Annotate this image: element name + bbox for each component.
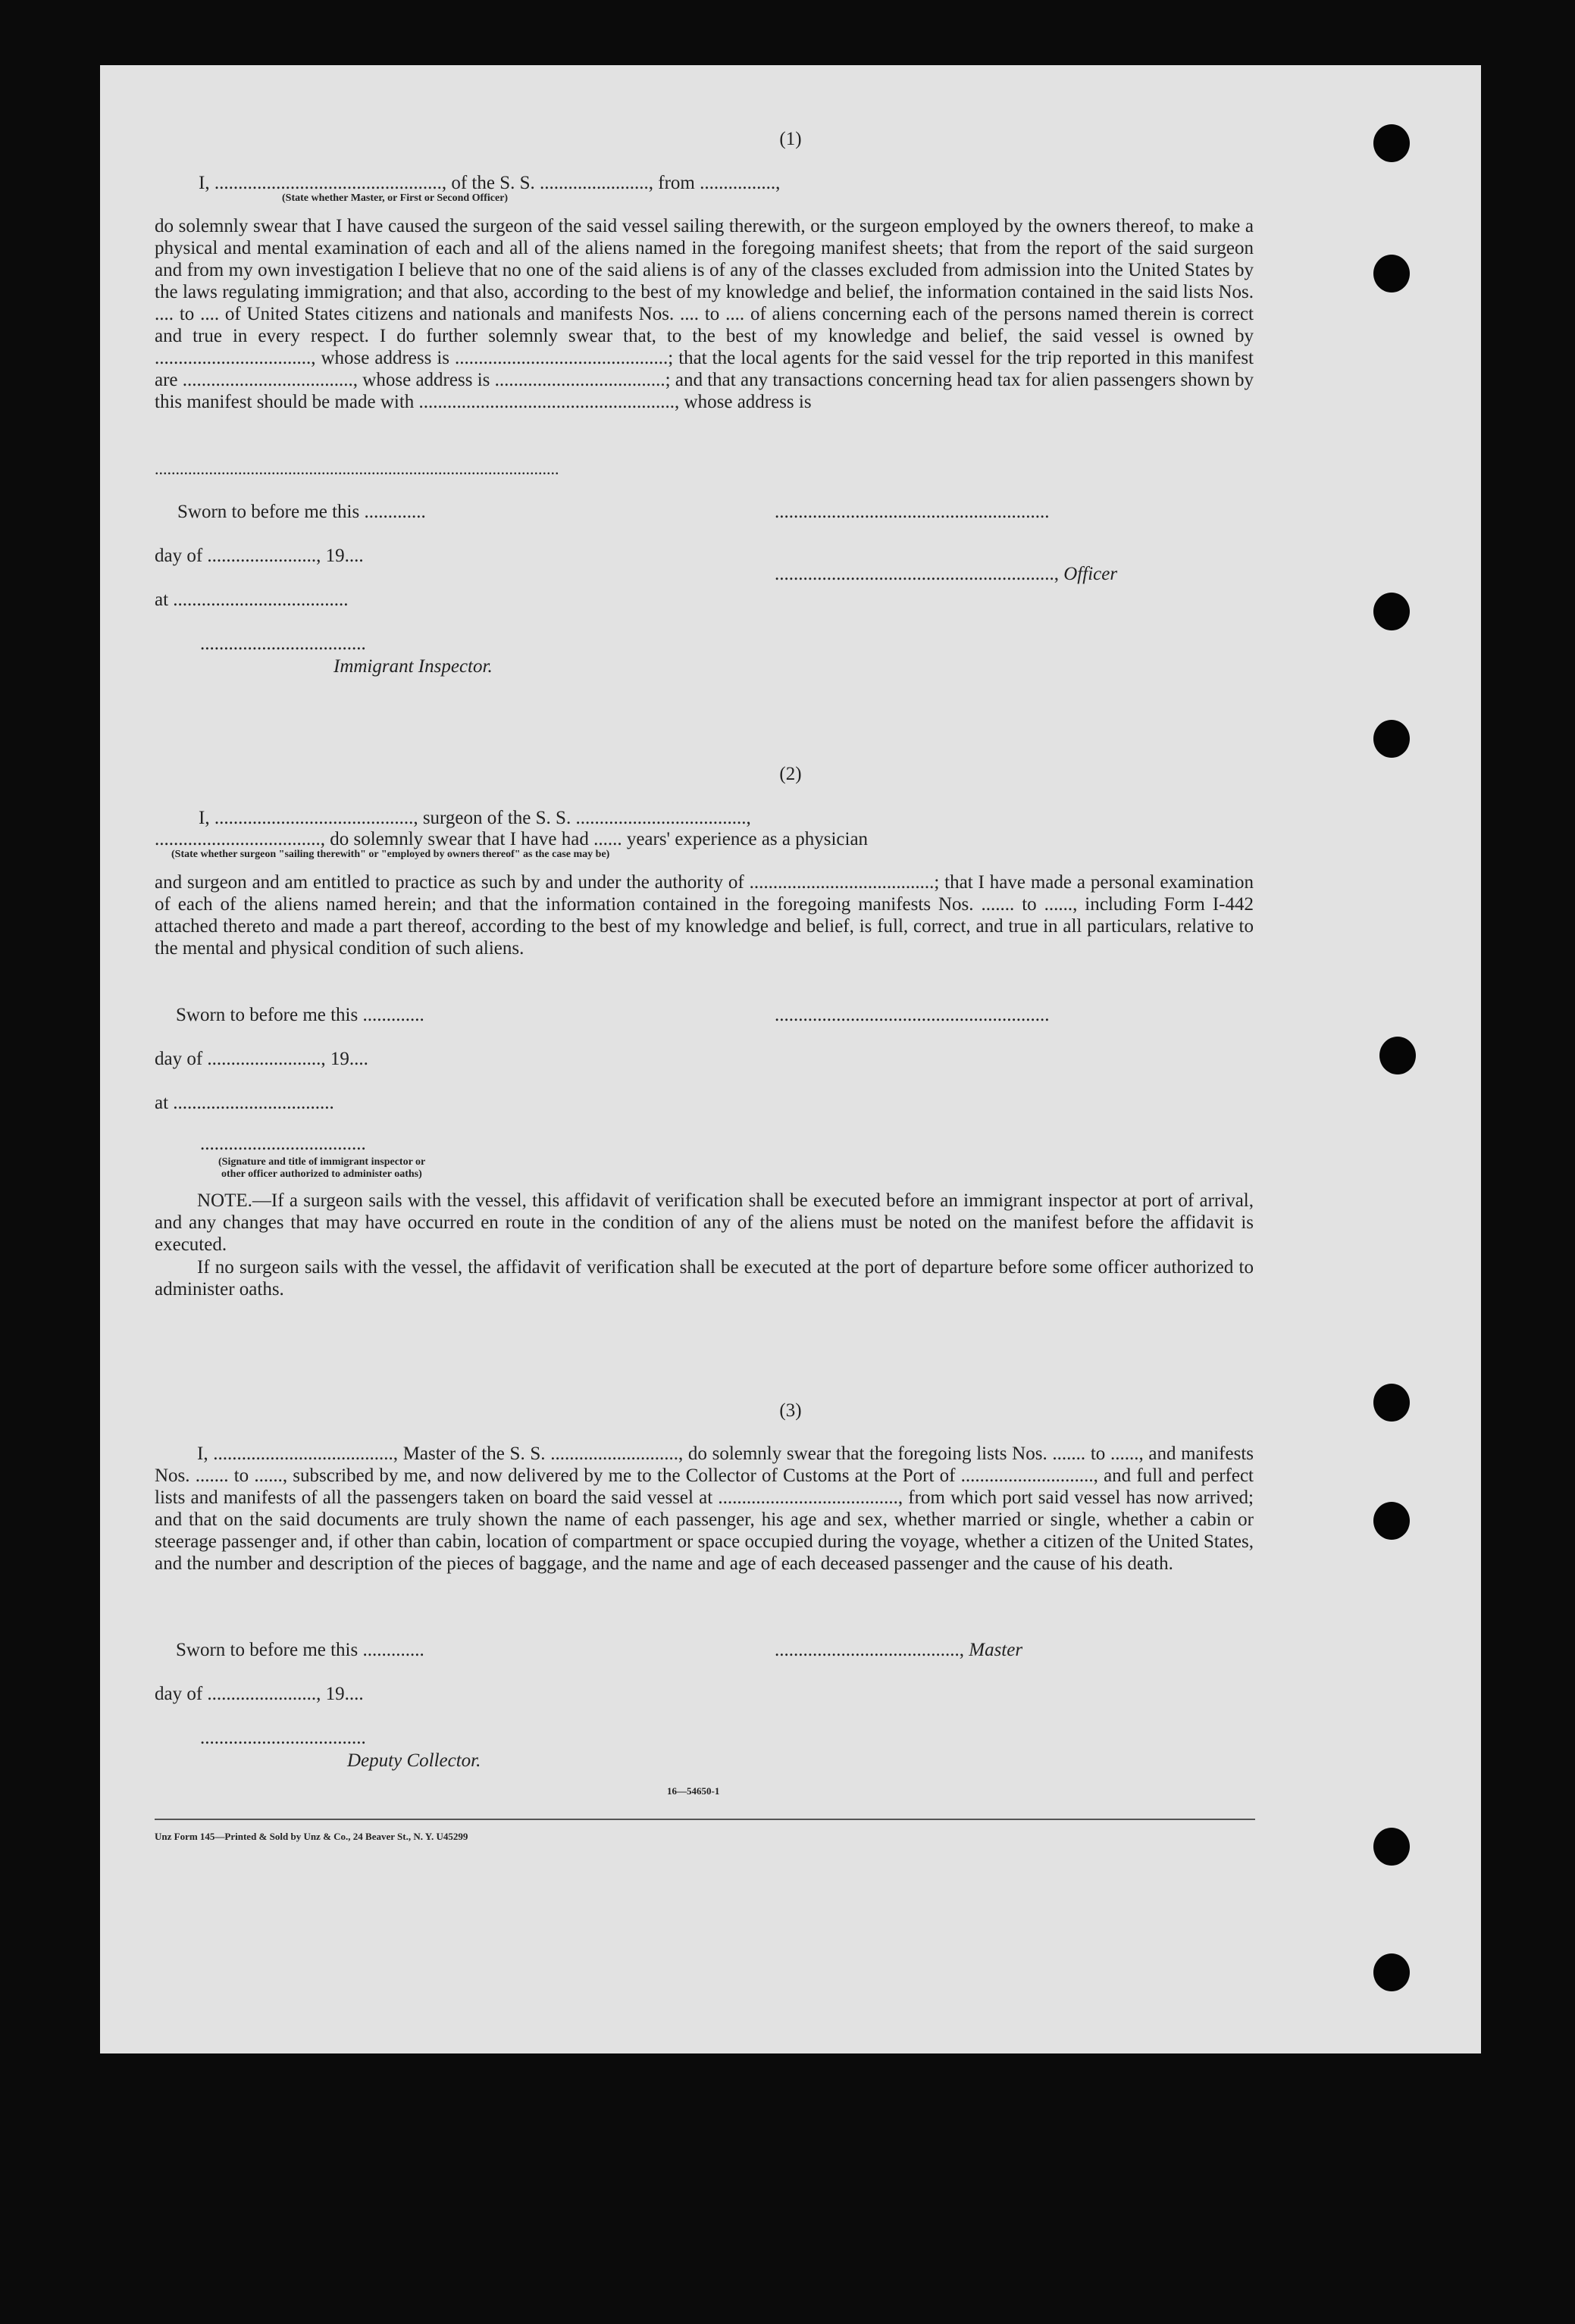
section-3-collector-signature: ................................... xyxy=(200,1728,366,1748)
section-1-officer-note: (State whether Master, or First or Second Officer) xyxy=(282,192,509,204)
section-3-day-line: day of ......................., 19.... xyxy=(155,1684,364,1704)
punch-hole xyxy=(1373,1953,1410,1991)
section-1-sworn-signature: .......................................................... xyxy=(775,502,1050,522)
section-2-day-line: day of ........................, 19.... xyxy=(155,1049,368,1069)
punch-hole xyxy=(1379,1037,1416,1074)
punch-hole xyxy=(1373,593,1410,630)
officer-label: Officer xyxy=(1063,564,1118,584)
section-2-signature-note-1: (Signature and title of immigrant inspector or xyxy=(218,1156,426,1168)
section-1-number: (1) xyxy=(779,129,802,149)
printer-footer: Unz Form 145—Printed & Sold by Unz & Co., 24 Beaver St., N. Y. U45299 xyxy=(155,1831,468,1842)
form-code: 16—54650-1 xyxy=(667,1785,720,1797)
section-2-at-line: at .................................. xyxy=(155,1093,334,1113)
punch-hole xyxy=(1373,124,1410,162)
manifest-page xyxy=(100,65,1481,2053)
section-1-inspector-label: Immigrant Inspector. xyxy=(333,656,493,677)
punch-hole xyxy=(1373,255,1410,292)
section-3-master-signature: ......................................., Master xyxy=(775,1640,1023,1660)
section-2-surgeon-line: I, .........................................., surgeon of the S. S. ...................................., xyxy=(199,808,751,828)
section-2-inspector-signature: ................................... xyxy=(200,1134,366,1154)
section-2-years-line: ..................................., do solemnly swear that I have had ...... years' experience as a physician xyxy=(155,829,869,849)
section-3-oath-body: I, ......................................, Master of the S. S. ..........................., do solemnly swear that the foregoing lists Nos. ....... to ......, and manifests Nos. ....... to ......, subscribed by me, and now delivered by me to the Collector of Customs at the Port of ............................, and full and perfect lists and manifests of all the passengers taken on board the said vessel at ......................................, from which port said vessel has now arrived; and that on the said documents are truly shown the name of each passenger, his age and sex, whether married or single, whether a cabin or steerage passenger and, if other than cabin, location of compartment or space occupied during the voyage, whether a citizen of the United States, and the number and description of the pieces of baggage, and the name and age of each deceased passenger and the cause of his death. xyxy=(155,1444,1254,1574)
punch-hole xyxy=(1373,720,1410,758)
punch-hole xyxy=(1373,1384,1410,1422)
section-1-officer-signature: ..........................................................., Officer xyxy=(775,564,1118,584)
section-2-sworn-signature: .......................................................... xyxy=(775,1005,1050,1025)
section-3-number: (3) xyxy=(779,1400,802,1421)
section-1-oath-body: do solemnly swear that I have caused the surgeon of the said vessel sailing therewith, or the surgeon employed by the owners thereof, to make a physical and mental examination of each and all of the aliens named in the foregoing manifest sheets; that from the report of the said surgeon and from my own investigation I believe that no one of the said aliens is of any of the classes excluded from admission into the United States by the laws regulating immigration; and that also, according to the best of my knowledge and belief, the information contained in the said lists Nos. .... to .... of United States citizens and nationals and manifests Nos. .... to .... of aliens concerning each of the persons named therein is correct and true in every respect. I do further solemnly swear that, to the best of my knowledge and belief, the said vessel is owned by ................................., whose address is .............................................; that the local agents for the said vessel for the trip reported in this manifest are ...................................., whose address is ....................................; and that any transactions concerning head tax for alien passengers shown by this manifest should be made with ......................................................, whose address is xyxy=(155,216,1254,412)
section-1-at-line: at ..................................... xyxy=(155,590,349,610)
section-2-note-continued: If no surgeon sails with the vessel, the affidavit of verification shall be executed at the port of departure before some officer authorized to administer oaths. xyxy=(155,1257,1254,1300)
footer-rule xyxy=(155,1819,1255,1820)
section-1-inspector-signature: ................................... xyxy=(200,633,366,654)
section-1-day-line: day of ......................., 19.... xyxy=(155,546,364,566)
section-3-collector-label: Deputy Collector. xyxy=(347,1750,481,1771)
punch-hole xyxy=(1373,1502,1410,1540)
section-1-officer-line: I, ................................................, of the S. S. ......................., from ................, xyxy=(199,173,781,193)
section-2-oath-body: and surgeon and am entitled to practice as such by and under the authority of .......................................; that I have made a personal examination of each of the aliens named herein; and that the information contained in the foregoing manifests Nos. ....... to ......, including Form I-442 attached thereto and made a part thereof, according to the best of my knowledge and belief, is full, correct, and true in all particulars, relative to the mental and physical condition of such aliens. xyxy=(155,872,1254,959)
section-1-trailing-dots: ................................................................................................. xyxy=(155,459,559,478)
punch-hole xyxy=(1373,1828,1410,1866)
master-label: Master xyxy=(969,1640,1023,1660)
section-3-sworn-line: Sworn to before me this ............. xyxy=(176,1640,424,1660)
section-2-sworn-line: Sworn to before me this ............. xyxy=(176,1005,424,1025)
section-2-surgeon-note: (State whether surgeon "sailing therewith" or "employed by owners thereof" as the case may be) xyxy=(171,849,610,860)
section-1-sworn-line: Sworn to before me this ............. xyxy=(177,502,426,522)
section-2-number: (2) xyxy=(779,764,802,784)
section-2-signature-note-2: other officer authorized to administer oaths) xyxy=(221,1168,422,1180)
section-2-note: NOTE.—If a surgeon sails with the vessel, this affidavit of verification shall be executed before an immigrant inspector at port of arrival, and any changes that may have occurred en route in the condition of any of the aliens must be noted on the manifest before the affidavit is executed. xyxy=(155,1190,1254,1255)
